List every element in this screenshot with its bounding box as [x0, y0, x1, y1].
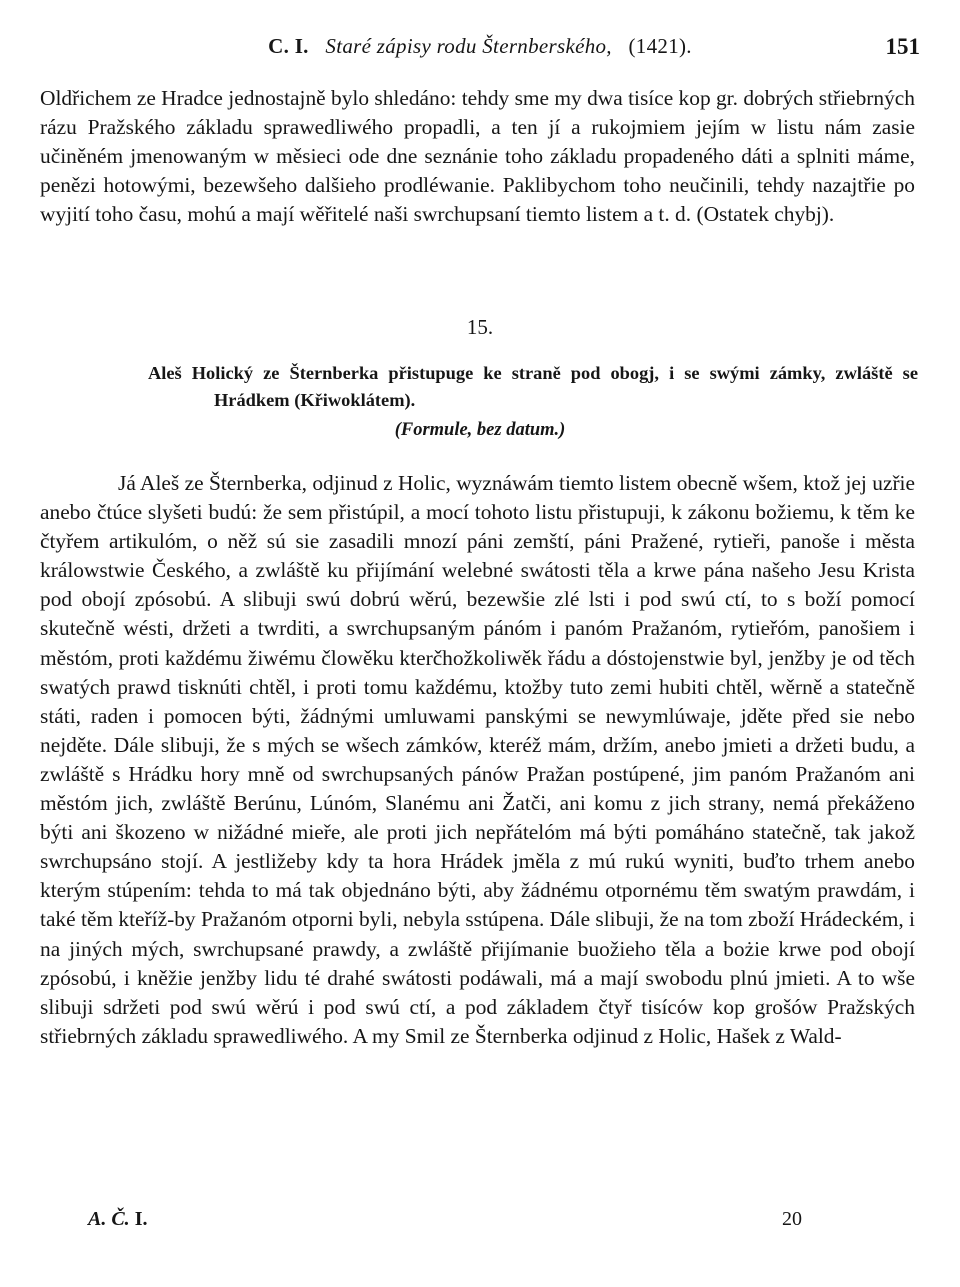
- header-section: C. I.: [268, 34, 309, 58]
- header-year: (1421).: [628, 34, 692, 58]
- signature-mark-italic: A. Č.: [88, 1208, 130, 1230]
- document-note: (Formule, bez datum.): [394, 420, 566, 440]
- footer-signature: [88, 1208, 147, 1231]
- header-title: [40, 34, 920, 59]
- running-header: [40, 34, 920, 68]
- page-number: 151: [885, 34, 920, 59]
- document-body: Já Aleš ze Šternberka, odjinud z Holic, wyznáwám tiemto listem obecně wšem, ktož jej uzřie anebo čtúce slyšeti budú: že sem přistúpil, a mocí tohoto listu přistupuji, k zákonu božiemu, k těm ke čtyřem artikulóm, o něž sú sie zasadili mnozí páni zemští, páni Pražené, rytieři, panoše i města králowstwie Českého, a zwláště ku přijímání welebné swátosti těla a krwe pána našeho Jesu Krista pod obojí zpósobú. A slibuji swú dobrú wěrú, bezewšie zlé lsti i pod swú ctí, to s boží pomocí skutečně wésti, držeti a twrditi, a swrchupsaným pánóm i panóm Pražanóm, rytieřóm, panošiem i městóm, proti každému žiwému člowěku kterčhožkoliwěk řádu a dóstojenstwie byl, jenžby je od těch swatých prawd tisknúti chtěl, i proti tomu každému, ktožby tuto zemi hubiti chtěl, wěrně a statečně státi, raden i pomocen býti, žádnými umluwami panskými se newymlúwaje, jděte před sie nebo nejděte. Dále slibuji, že s mých se wšech zámków, kteréž mám, držím, anebo jmieti a držeti budu, a zwláště s Hrádku hory mně od swrchupsaných pánów Pražan postúpené, jim panóm Pražanóm ani městóm jich, zwláště Berúnu, Lúnóm, Slanému ani Žatči, ani komu z jich strany, nemá překáženo býti ani škozeno w nižádné mieře, ale proti jich nepřátelóm má býti pomáháno statečně, tak jakož swrchupsáno stojí. A jestližeby kdy ta hora Hrádek jměla z mú rukú wyniti, buďto trhem anebo kterým stúpením: tehda to má tak objednáno býti, aby žádnému otpornému těm swatým prawdám, i také těm kteříž-by Pražanóm otporni byli, nebyla sstúpena. Dále slibuji, že na tom zboží Hrádeckém, i na jiných mých, swrchupsané prawdy, a zwláště přijímanie buožieho těla a bożie krwe pod obojí zpósobú, i kněžie jenžby lidu té drahé swátosti podáwali, má a mají swobodu plnú jmieti. A to wše slibuji sdržeti pod swú wěrú i pod swú ctí, a pod základem čtyř tisíców kop grošów Pražských střiebrných základu sprawedliwého. A my Smil ze Šternberka odjinud z Holic, Hašek z Wald-: [40, 471, 915, 1048]
- document-heading: Aleš Holický ze Šternberka přistupuge ke straně pod obogj, i se swými zámky, zwláště se Hrádkem (Křiwoklátem).: [148, 363, 918, 410]
- sheet-number: 20: [782, 1208, 802, 1230]
- intro-paragraph: Oldřichem ze Hradce jednostajně bylo shledáno: tehdy sme my dwa tisíce kop gr. dobrých střiebrných rázu Pražského základu sprawedliwého propadli, a ten jí a rukojmiem jejím w listu nám zasie učiněném jmenowaným w měsieci ode dne seznánie toho základu propadeného dáti a splniti máme, penězi hotowými, bezewšeho dalšieho prodléwanie. Paklibychom toho neučinili, tehdy nazajtřie po wyjití toho času, mohú a mají wěřitelé naši swrchupsaní tiemto listem a t. d. (Ostatek chybj).: [40, 86, 915, 227]
- signature-mark-roman: I.: [134, 1208, 148, 1230]
- document-number: 15.: [466, 315, 494, 339]
- header-series-title: Staré zápisy rodu Šternberského,: [325, 34, 612, 58]
